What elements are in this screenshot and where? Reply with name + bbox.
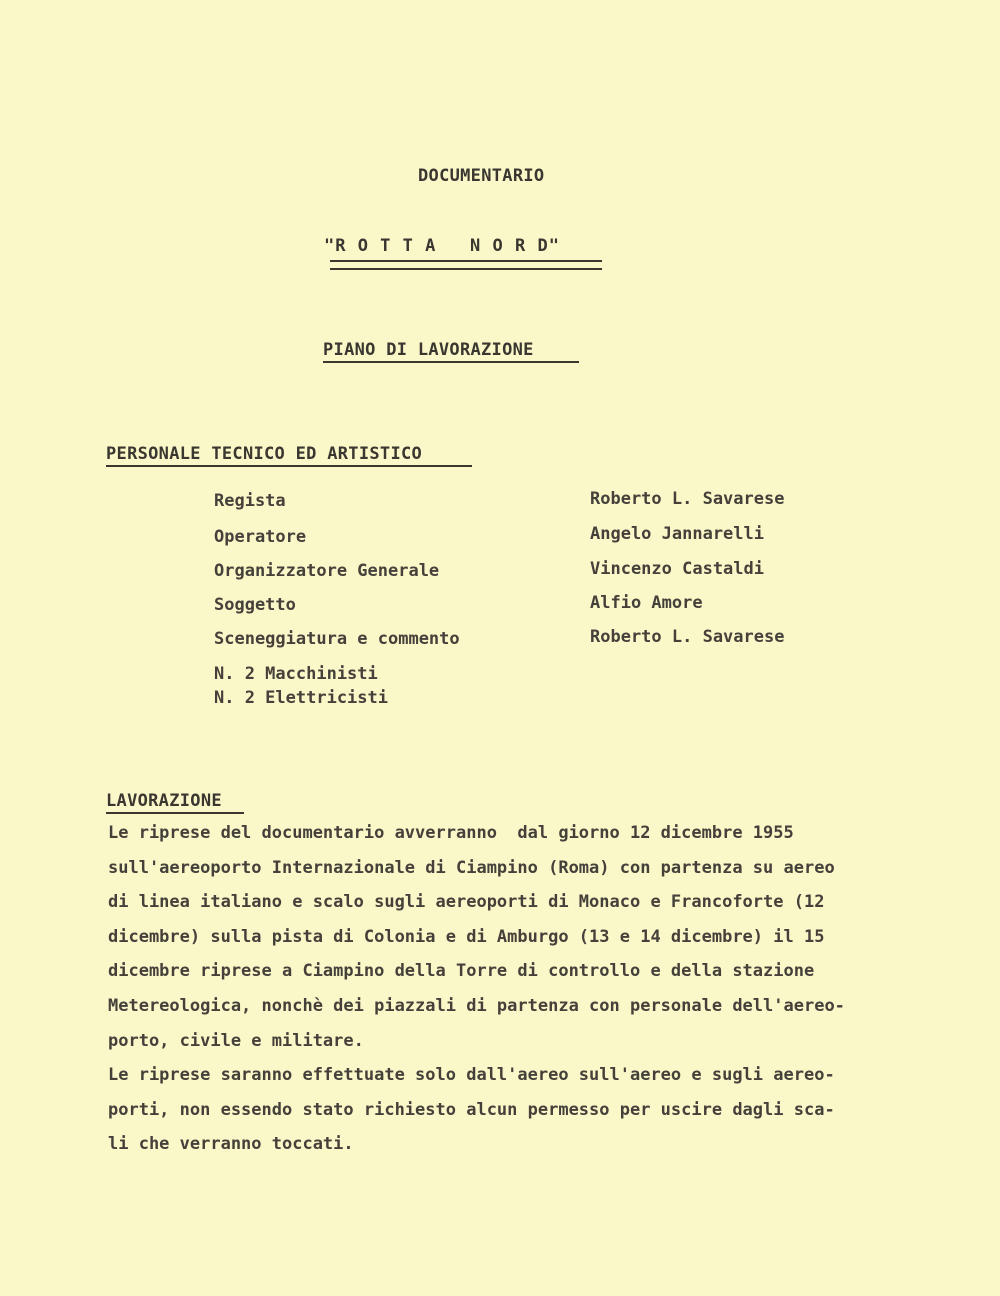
doc-type-label: DOCUMENTARIO: [418, 166, 545, 186]
role-name: Vincenzo Castaldi: [590, 559, 764, 579]
lavorazione-underline: [106, 812, 244, 814]
role-name: Roberto L. Savarese: [590, 489, 785, 509]
paragraph-line: Le riprese saranno effettuate solo dall'aereo sull'aereo e sugli aereo-: [108, 1065, 835, 1086]
role-label: Sceneggiatura e commento: [214, 629, 460, 649]
paragraph-line: sull'aereoporto Internazionale di Ciampino (Roma) con partenza su aereo: [108, 857, 835, 878]
personale-heading: PERSONALE TECNICO ED ARTISTICO: [106, 444, 423, 464]
doc-title: "R O T T A N O R D": [324, 236, 560, 256]
role-label: Regista: [214, 491, 286, 511]
paragraph-line: Le riprese del documentario avverranno dal giorno 12 dicembre 1955: [108, 823, 794, 843]
personale-underline: [106, 465, 472, 467]
title-underline-2: [330, 268, 602, 270]
title-underline-1: [330, 260, 602, 262]
crew-count: N. 2 Macchinisti: [214, 664, 378, 684]
crew-count: N. 2 Elettricisti: [214, 688, 388, 708]
paragraph-line: porto, civile e militare.: [108, 1030, 364, 1051]
doc-subtitle: PIANO DI LAVORAZIONE: [323, 340, 534, 360]
paragraph-line: porti, non essendo stato richiesto alcun permesso per uscire dagli sca-: [108, 1099, 835, 1120]
subtitle-underline: [323, 361, 579, 363]
paragraph-line: Metereologica, nonchè dei piazzali di partenza con personale dell'aereo-: [108, 995, 845, 1016]
role-name: Angelo Jannarelli: [590, 524, 764, 544]
lavorazione-heading: LAVORAZIONE: [106, 791, 222, 811]
role-label: Operatore: [214, 527, 307, 547]
paragraph-line: li che verranno toccati.: [108, 1134, 354, 1155]
role-name: Alfio Amore: [590, 593, 703, 613]
role-label: Organizzatore Generale: [214, 561, 440, 581]
lavorazione-paragraph: [108, 816, 978, 1162]
paragraph-line: dicembre riprese a Ciampino della Torre di controllo e della stazione: [108, 961, 815, 982]
role-name: Roberto L. Savarese: [590, 627, 785, 647]
role-label: Soggetto: [214, 595, 296, 615]
paragraph-line: dicembre) sulla pista di Colonia e di Amburgo (13 e 14 dicembre) il 15: [108, 926, 825, 947]
paragraph-line: di linea italiano e scalo sugli aereoporti di Monaco e Francoforte (12: [108, 892, 825, 913]
